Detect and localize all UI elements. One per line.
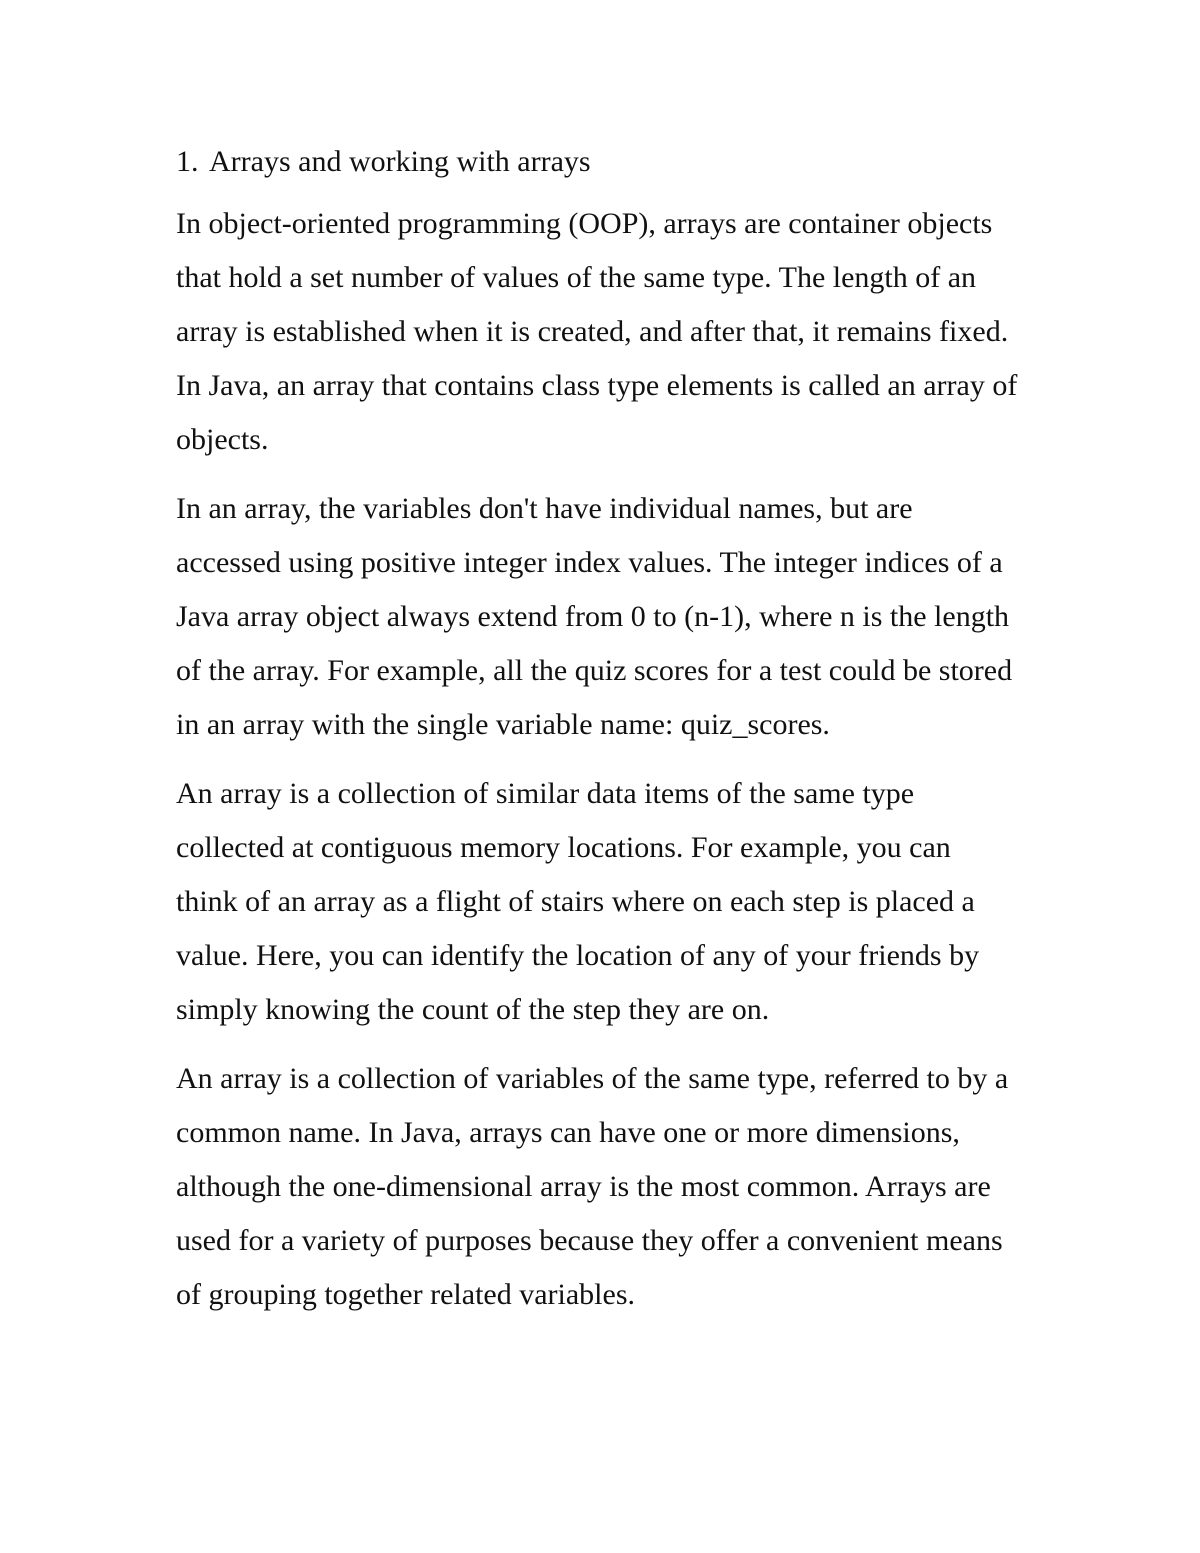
text-line: although the one-dimensional array is the most common. Arrays are [176, 1170, 991, 1203]
section-heading [176, 142, 1076, 182]
text-line: accessed using positive integer index values. The integer indices of a [176, 546, 1003, 579]
section-number: 1. [176, 145, 199, 178]
text-line: of grouping together related variables. [176, 1278, 635, 1311]
text-line: array is established when it is created, and after that, it remains fixed. [176, 315, 1009, 348]
paragraph-4 [176, 1052, 1076, 1322]
text-line: of the array. For example, all the quiz scores for a test could be stored [176, 654, 1013, 687]
text-line: In an array, the variables don't have individual names, but are [176, 492, 913, 525]
text-line: An array is a collection of similar data items of the same type [176, 777, 915, 810]
text-line: think of an array as a flight of stairs where on each step is placed a [176, 885, 975, 918]
paragraph-1 [176, 197, 1076, 467]
text-line: Java array object always extend from 0 to (n-1), where n is the length [176, 600, 1010, 633]
paragraph-3 [176, 767, 1076, 1037]
text-line: that hold a set number of values of the same type. The length of an [176, 261, 977, 294]
text-line: value. Here, you can identify the location of any of your friends by [176, 939, 980, 972]
paragraph-2 [176, 482, 1076, 752]
text-line: In object-oriented programming (OOP), arrays are container objects [176, 207, 993, 240]
text-line: simply knowing the count of the step they are on. [176, 993, 770, 1026]
text-line: common name. In Java, arrays can have one or more dimensions, [176, 1116, 960, 1149]
section-title: Arrays and working with arrays [209, 145, 591, 178]
text-line: used for a variety of purposes because they offer a convenient means [176, 1224, 1003, 1257]
text-line: objects. [176, 423, 269, 456]
text-line: In Java, an array that contains class type elements is called an array of [176, 369, 1018, 402]
text-line: An array is a collection of variables of the same type, referred to by a [176, 1062, 1009, 1095]
document-body [176, 142, 1076, 1337]
text-line: collected at contiguous memory locations. For example, you can [176, 831, 951, 864]
text-line: in an array with the single variable name: quiz_scores. [176, 708, 830, 741]
